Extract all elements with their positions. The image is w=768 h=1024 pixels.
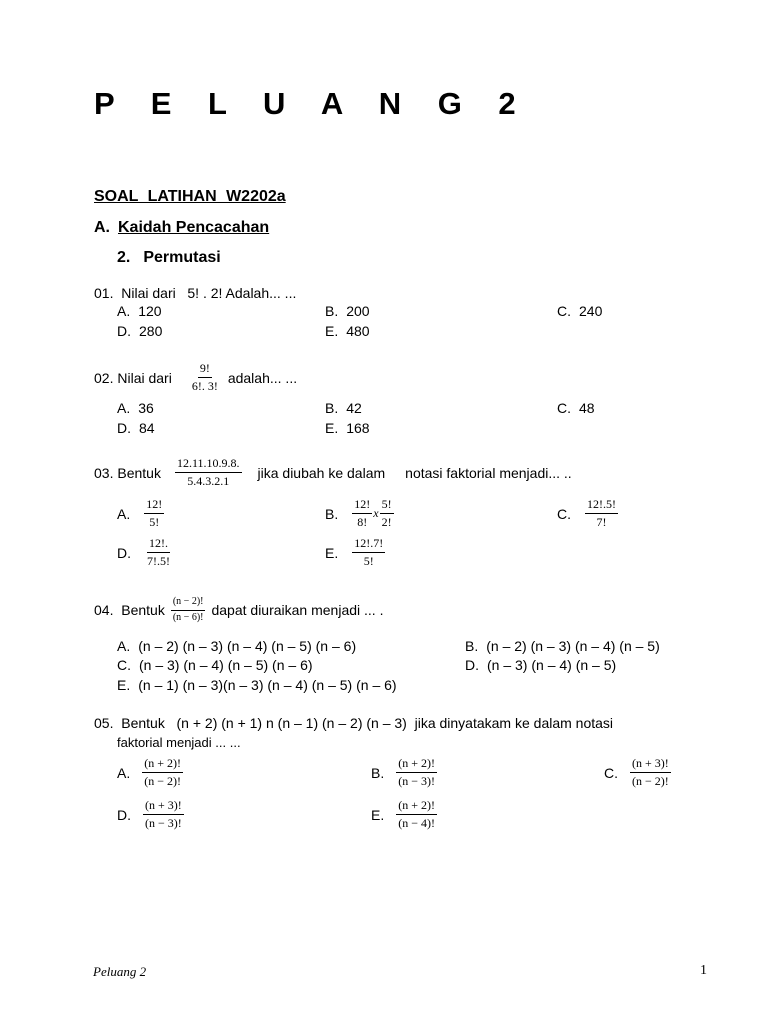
fraction (352, 497, 372, 530)
option-letter: C. (557, 505, 571, 522)
option-value: 42 (346, 400, 362, 416)
option-value: 48 (579, 400, 595, 416)
option-c (557, 497, 618, 530)
option-letter: B. (325, 400, 339, 416)
numerator: 9! (198, 361, 212, 378)
subsection-number: 2. (117, 249, 131, 266)
option-letter: D. (117, 806, 131, 823)
fraction (171, 596, 206, 624)
option-letter: D. (117, 544, 131, 561)
fraction (144, 497, 164, 530)
denominator: (n − 4)! (398, 816, 435, 830)
question-text: Bentuk (117, 464, 161, 481)
option-letter: D. (465, 657, 479, 673)
fraction (142, 756, 183, 789)
fraction (396, 756, 437, 789)
denominator: 5.4.3.2.1 (187, 474, 230, 488)
exercise-heading: SOAL LATIHAN W2202a (94, 188, 286, 205)
footer-title: Peluang 2 (93, 964, 147, 979)
denominator: 7!.5! (147, 554, 170, 568)
denominator: 2! (381, 515, 392, 529)
option-b (325, 400, 362, 416)
option-c (117, 657, 313, 673)
question-text: Nilai dari (117, 369, 172, 386)
option-b (325, 497, 394, 530)
numerator: 12! (352, 497, 372, 514)
denominator: 5! (363, 554, 374, 568)
denominator: (n − 2)! (632, 774, 669, 788)
option-d (117, 420, 155, 436)
numerator: 12!. (147, 536, 170, 553)
denominator: 6!. 3! (191, 379, 218, 393)
option-value: (n – 1) (n – 3)(n – 3) (n – 4) (n – 5) (n – 6) (138, 677, 397, 693)
option-letter: C. (117, 657, 131, 673)
option-letter: A. (117, 764, 131, 781)
option-e (325, 536, 385, 569)
question-05 (94, 715, 613, 731)
option-value: (n – 3) (n – 4) (n – 5) (487, 657, 617, 673)
option-value: 36 (138, 400, 154, 416)
numerator: (n + 3)! (630, 756, 671, 773)
option-letter: B. (325, 303, 339, 319)
question-number: 01. (94, 285, 114, 301)
numerator: 12! (144, 497, 164, 514)
numerator: 5! (380, 497, 394, 514)
option-d (117, 798, 184, 831)
option-c (604, 756, 671, 789)
option-letter: E. (325, 420, 339, 436)
option-value: (n – 3) (n – 4) (n – 5) (n – 6) (139, 657, 313, 673)
option-a (117, 497, 164, 530)
numerator: 12!.7! (352, 536, 385, 553)
numerator: 12.11.10.9.8. (175, 456, 242, 473)
option-letter: E. (325, 544, 339, 561)
option-value: 200 (346, 303, 370, 319)
question-number: 05. (94, 715, 114, 731)
option-letter: A. (117, 303, 131, 319)
fraction (630, 756, 671, 789)
option-c (557, 303, 602, 319)
option-b (465, 638, 660, 654)
option-value: (n – 2) (n – 3) (n – 4) (n – 5) (486, 638, 660, 654)
option-d (465, 657, 616, 673)
option-value: 168 (346, 420, 370, 436)
fraction (175, 456, 242, 489)
question-01 (94, 285, 296, 301)
page-title: P E L U A N G 2 (94, 86, 530, 121)
fraction (585, 497, 618, 530)
option-e (371, 798, 437, 831)
option-letter: D. (117, 323, 131, 339)
option-d (117, 323, 162, 339)
question-number: 04. (94, 602, 114, 618)
option-letter: D. (117, 420, 131, 436)
option-a (117, 400, 154, 416)
option-value: 240 (579, 303, 603, 319)
fraction (143, 798, 184, 831)
times-operator: x (373, 506, 379, 520)
option-value: (n – 2) (n – 3) (n – 4) (n – 5) (n – 6) (138, 638, 357, 654)
option-letter: E. (325, 323, 339, 339)
option-a (117, 638, 356, 654)
option-value: 84 (139, 420, 155, 436)
numerator: (n + 2)! (396, 756, 437, 773)
option-c (557, 400, 595, 416)
denominator: 8! (357, 515, 368, 529)
option-d (117, 536, 172, 569)
question-02 (94, 361, 297, 394)
question-text: Bentuk (n + 2) (n + 1) n (n – 1) (n – 2) (n – 3) jika dinyatakam ke dalam notasi (121, 715, 614, 731)
question-number: 02. (94, 369, 114, 386)
fraction (380, 497, 394, 530)
option-b (325, 303, 370, 319)
fraction (396, 798, 437, 831)
option-letter: C. (557, 303, 571, 319)
question-05-line2: faktorial menjadi ... ... (117, 735, 241, 750)
numerator: (n + 3)! (143, 798, 184, 815)
section-heading (94, 219, 269, 237)
question-text: jika diubah ke dalam (257, 464, 386, 481)
denominator: 5! (149, 515, 160, 529)
fraction (145, 536, 172, 569)
option-e (117, 677, 397, 693)
option-letter: C. (557, 400, 571, 416)
subsection-heading (117, 249, 221, 267)
section-label: Kaidah Pencacahan (118, 219, 270, 236)
numerator: 12!.5! (585, 497, 618, 514)
question-text: Nilai dari (121, 285, 176, 301)
option-e (325, 323, 370, 339)
denominator: (n − 2)! (144, 774, 181, 788)
option-value: 120 (138, 303, 162, 319)
page-number: 1 (700, 963, 707, 978)
option-letter: A. (117, 505, 131, 522)
option-letter: A. (117, 400, 131, 416)
question-04 (94, 596, 383, 624)
option-letter: B. (371, 764, 385, 781)
option-letter: E. (371, 806, 385, 823)
option-letter: A. (117, 638, 131, 654)
fraction (190, 361, 220, 394)
option-value: 480 (346, 323, 370, 339)
denominator: (n − 3)! (398, 774, 435, 788)
question-text: Bentuk (121, 602, 165, 618)
section-letter: A. (94, 219, 110, 236)
question-03 (94, 456, 572, 489)
option-letter: B. (325, 505, 339, 522)
option-letter: C. (604, 764, 618, 781)
option-value: 280 (139, 323, 163, 339)
denominator: (n − 3)! (145, 816, 182, 830)
denominator: 7! (596, 515, 607, 529)
option-e (325, 420, 370, 436)
option-letter: B. (465, 638, 479, 654)
option-b (371, 756, 437, 789)
question-text: adalah... ... (227, 369, 298, 386)
option-a (117, 303, 162, 319)
numerator: (n − 2)! (171, 596, 206, 611)
denominator: (n − 6)! (172, 611, 204, 623)
numerator: (n + 2)! (396, 798, 437, 815)
question-text: notasi faktorial menjadi... .. (405, 464, 572, 481)
option-a (117, 756, 183, 789)
question-expression: 5! . 2! Adalah... ... (187, 285, 297, 301)
question-text: dapat diuraikan menjadi ... . (211, 602, 384, 618)
fraction (352, 536, 385, 569)
question-number: 03. (94, 464, 114, 481)
subsection-label: Permutasi (143, 249, 221, 266)
option-letter: E. (117, 677, 131, 693)
numerator: (n + 2)! (142, 756, 183, 773)
